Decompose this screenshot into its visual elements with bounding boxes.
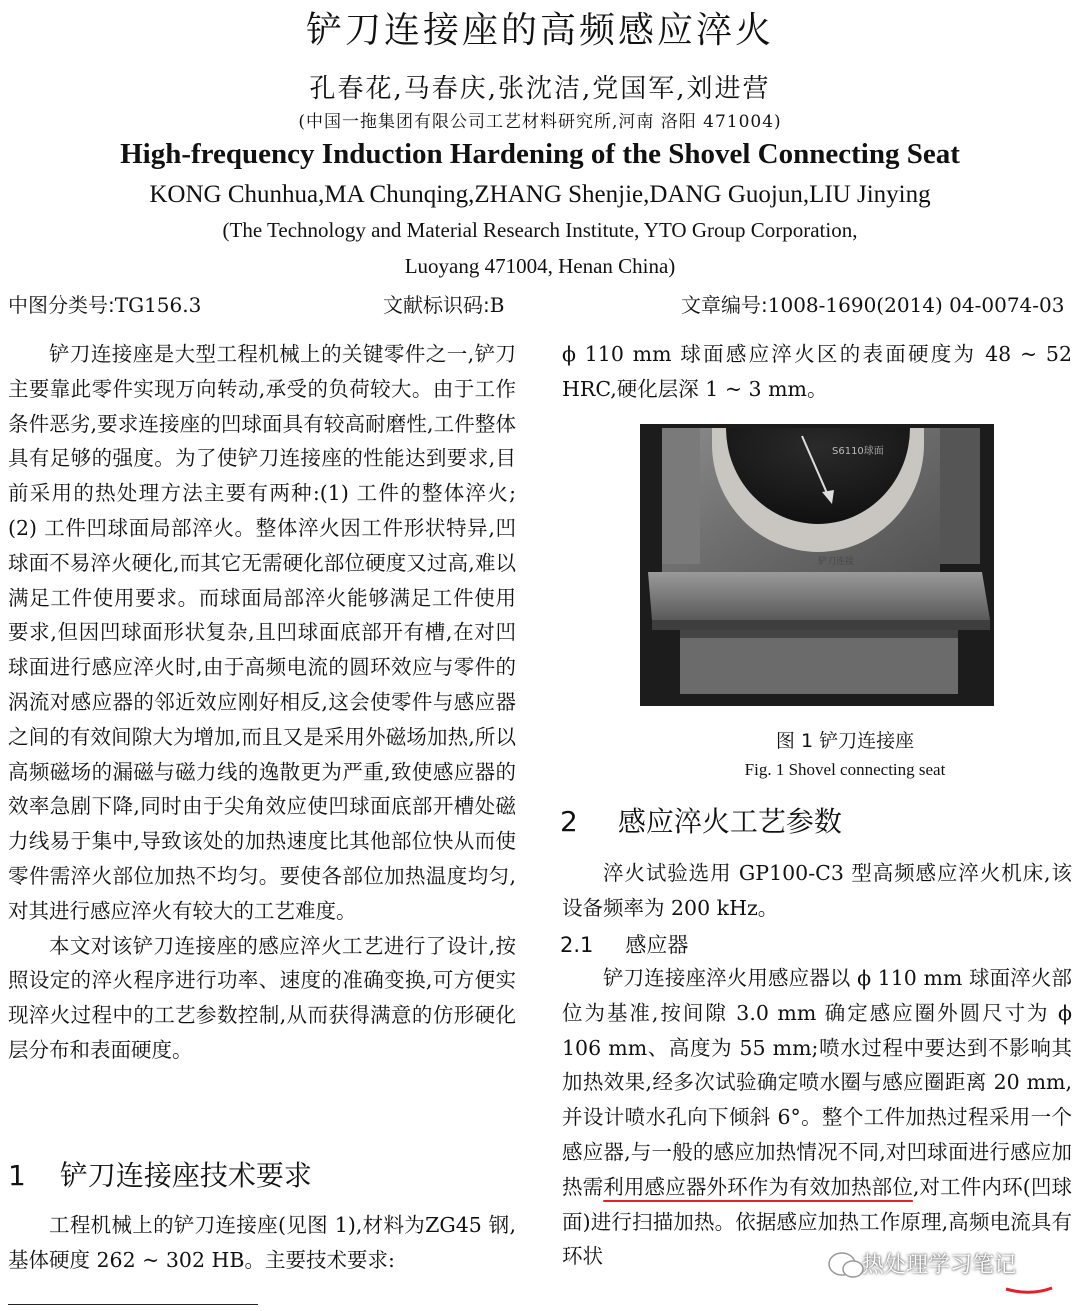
english-authors: KONG Chunhua,MA Chunqing,ZHANG Shenjie,DANG Guojun,LIU Jinying <box>149 181 931 208</box>
subsection-2-1-paragraph: 铲刀连接座淬火用感应器以 ϕ 110 mm 球面淬火部位为基准,按间隙 3.0 mm 确定感应圈外圆尺寸为 ϕ 106 mm、高度为 55 mm;喷水过程中要达到不影响其加热效果,经多次试验确定喷水圈与感应圈距离 20 mm,并设计喷水孔向下倾斜 6°。整个工件加热过程采用一个感应器,与一般的感应加热情况不同,对凹球面进行感应加热需利用感应器外环作为有效加热部位,对工件内环(凹球面)进行扫描加热。依据感应加热工作原理,高频电流具有环状 <box>562 966 1073 1269</box>
right-column-continuation: ϕ 110 mm 球面感应淬火区的表面硬度为 48 ~ 52 HRC,硬化层深 1 ~ 3 mm。 <box>562 342 1072 401</box>
intro-paragraph-2: 本文对该铲刀连接座的感应淬火工艺进行了设计,按照设定的淬火程序进行功率、速度的准确变换,可方便实现淬火过程中的工艺参数控制,从而获得满意的仿形硬化层分布和表面硬度。 <box>8 933 516 1062</box>
section-2-heading: 2 感应淬火工艺参数 <box>560 805 842 838</box>
paper-title: 铲刀连接座的高频感应淬火 <box>305 10 774 51</box>
watermark-text: 热处理学习笔记 <box>862 1253 1017 1278</box>
left-column <box>8 337 516 1068</box>
section-1-heading: 1 铲刀连接座技术要求 <box>8 1159 312 1192</box>
footnote-rule <box>8 1304 258 1305</box>
article-number: 文章编号:1008-1690(2014) 04-0074-03 <box>681 293 1065 317</box>
figure-caption-chinese: 图 1 铲刀连接座 <box>775 730 915 752</box>
clc-number: 中图分类号:TG156.3 <box>8 293 202 317</box>
shovel-connecting-seat-photo <box>640 424 994 706</box>
intro-paragraph-1: 铲刀连接座是大型工程机械上的关键零件之一,铲刀主要靠此零件实现万向转动,承受的负荷较大。由于工作条件恶劣,要求连接座的凹球面具有较高耐磨性,工件整体具有足够的强度。为了使铲刀连接座的性能达到要求,目前采用的热处理方法主要有两种:(1) 工件的整体淬火;(2) 工件凹球面局部淬火。整体淬火因工件形状特异,凹球面不易淬火硬化,而其它无需硬化部位硬度又过高,难以满足工件使用要求。而球面局部淬火能够满足工件使用要求,但因凹球面形状复杂,且凹球面底部开有槽,在对凹球面进行感应淬火时,由于高频电流的圆环效应与零件的涡流对感应器的邻近效应刚好相反,这会使零件与感应器之间的有效间隙大为增加,而且又是采用外磁场加热,所以高频磁场的漏磁与磁力线的逸散更为严重,致使感应器的效率急剧下降,同时由于尖角效应使凹球面底部开槽处磁力线易于集中,导致该处的加热速度比其他部位快从而使零件需淬火部位加热不均匀。要使各部位加热温度均匀,对其进行感应淬火有较大的工艺难度。 <box>8 342 516 923</box>
figure-caption-english: Fig. 1 Shovel connecting seat <box>744 760 946 779</box>
english-title: High-frequency Induction Hardening of the Shovel Connecting Seat <box>120 138 960 170</box>
photo-marking-2: 铲刀连接 <box>818 557 855 567</box>
authors: 孔春花,马春庆,张沈洁,党国军,刘进营 <box>309 74 771 104</box>
highlighted-phrase: 利用感应器外环作为有效加热部位 <box>603 1174 913 1199</box>
section-2-paragraph: 淬火试验选用 GP100-C3 型高频感应淬火机床,该设备频率为 200 kHz。 <box>562 861 1072 920</box>
subsection-2-1-heading: 2.1 感应器 <box>560 933 689 957</box>
english-affiliation-line1: (The Technology and Material Research Institute, YTO Group Corporation, <box>222 218 858 242</box>
section-1-paragraph: 工程机械上的铲刀连接座(见图 1),材料为ZG45 钢,基体硬度 262 ~ 302 HB。主要技术要求: <box>8 1213 516 1272</box>
photo-marking-1: S6110球面 <box>832 446 884 457</box>
english-affiliation-line2: Luoyang 471004, Henan China) <box>404 254 676 278</box>
document-code: 文献标识码:B <box>383 293 505 317</box>
affiliation: (中国一拖集团有限公司工艺材料研究所,河南 洛阳 471004) <box>298 112 782 132</box>
